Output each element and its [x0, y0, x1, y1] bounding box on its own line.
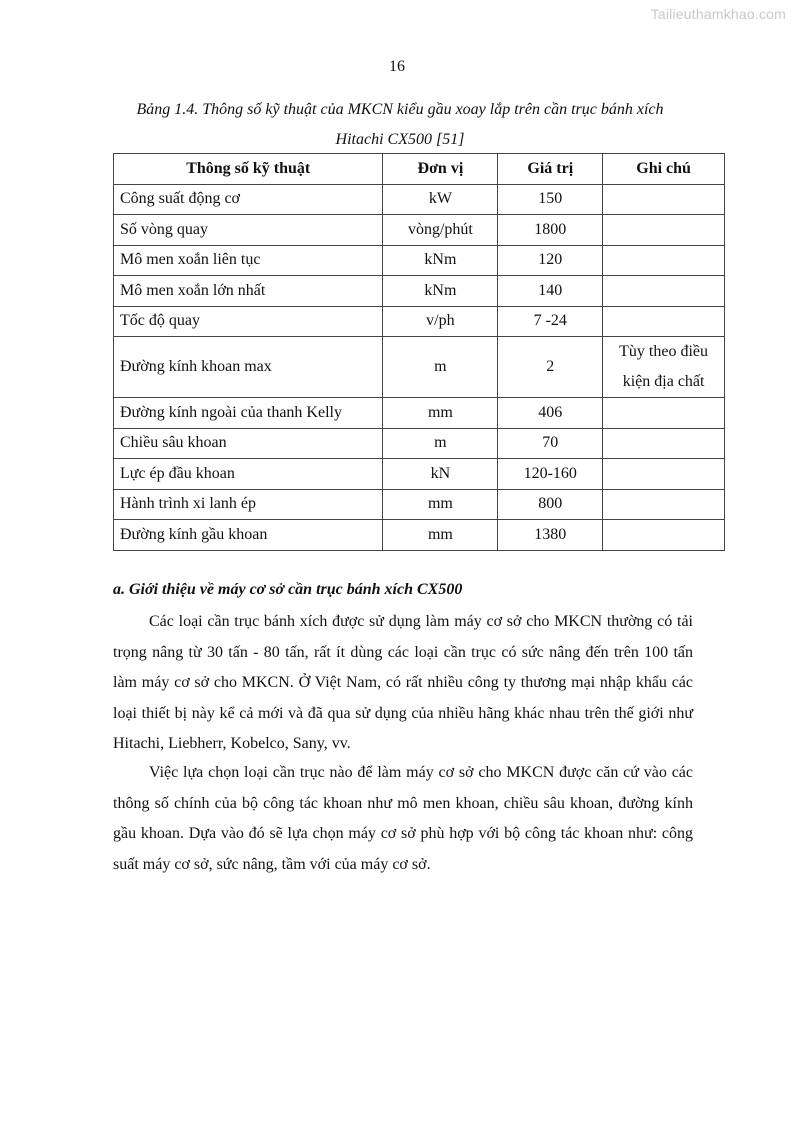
cell-param: Đường kính khoan max — [114, 337, 383, 398]
cell-note — [603, 459, 725, 490]
cell-unit: mm — [383, 520, 498, 551]
cell-unit: kNm — [383, 245, 498, 276]
cell-param: Đường kính ngoài của thanh Kelly — [114, 398, 383, 429]
cell-unit: m — [383, 337, 498, 398]
cell-unit: kN — [383, 459, 498, 490]
cell-note — [603, 306, 725, 337]
table-row — [114, 489, 725, 520]
cell-value: 140 — [498, 276, 603, 307]
cell-unit: kW — [383, 184, 498, 215]
cell-param: Tốc độ quay — [114, 306, 383, 337]
caption-line-2: Hitachi CX500 [51] — [335, 131, 465, 148]
cell-value: 70 — [498, 428, 603, 459]
table-row — [114, 245, 725, 276]
cell-param: Lực ép đầu khoan — [114, 459, 383, 490]
table-row — [114, 459, 725, 490]
header-param: Thông số kỹ thuật — [114, 154, 383, 185]
cell-note — [603, 428, 725, 459]
table-row — [114, 184, 725, 215]
cell-value: 800 — [498, 489, 603, 520]
cell-unit: m — [383, 428, 498, 459]
cell-note — [603, 276, 725, 307]
cell-param: Công suất động cơ — [114, 184, 383, 215]
cell-note — [603, 520, 725, 551]
cell-param: Chiều sâu khoan — [114, 428, 383, 459]
cell-value: 7 -24 — [498, 306, 603, 337]
table-row — [114, 520, 725, 551]
cell-unit: mm — [383, 398, 498, 429]
cell-note — [603, 398, 725, 429]
cell-unit: vòng/phút — [383, 215, 498, 246]
cell-value: 1380 — [498, 520, 603, 551]
cell-note — [603, 489, 725, 520]
cell-param: Hành trình xi lanh ép — [114, 489, 383, 520]
cell-note: Tùy theo điều kiện địa chất — [603, 337, 725, 398]
table-row — [114, 276, 725, 307]
section-title: a. Giới thiệu về máy cơ sở cần trục bánh xích CX500 — [113, 581, 463, 598]
caption-line-1: Bảng 1.4. Thông số kỹ thuật của MKCN kiểu gầu xoay lắp trên cần trục bánh xích — [136, 101, 664, 118]
table-row — [114, 337, 725, 398]
cell-value: 1800 — [498, 215, 603, 246]
cell-value: 406 — [498, 398, 603, 429]
body-paragraph: Việc lựa chọn loại cần trục nào để làm máy cơ sở cho MKCN được căn cứ vào các thông số chính của bộ công tác khoan như mô men khoan, chiều sâu khoan, đường kính gầu khoan. Dựa vào đó sẽ lựa chọn máy cơ sở phù hợp với bộ công tác khoan như: công suất máy cơ sở, sức nâng, tầm với của máy cơ sở. — [113, 764, 693, 873]
cell-value: 2 — [498, 337, 603, 398]
table-row — [114, 215, 725, 246]
header-note: Ghi chú — [603, 154, 725, 185]
cell-note — [603, 184, 725, 215]
cell-note — [603, 245, 725, 276]
cell-value: 150 — [498, 184, 603, 215]
spec-table — [113, 153, 725, 551]
table-header-row — [114, 154, 725, 185]
cell-unit: kNm — [383, 276, 498, 307]
cell-value: 120-160 — [498, 459, 603, 490]
body-paragraph: Các loại cần trục bánh xích được sử dụng làm máy cơ sở cho MKCN thường có tải trọng nâng từ 30 tấn - 80 tấn, rất ít dùng các loại cần trục có sức nâng đến trên 100 tấn làm máy cơ sở cho MKCN. Ở Việt Nam, có rất nhiều công ty thương mại nhập khẩu các loại thiết bị này kể cả mới và đã qua sử dụng của nhiều hãng khác nhau trên thế giới như Hitachi, Liebherr, Kobelco, Sany, vv. — [113, 613, 693, 752]
table-row — [114, 398, 725, 429]
cell-param: Đường kính gầu khoan — [114, 520, 383, 551]
table-row — [114, 306, 725, 337]
cell-param: Mô men xoắn liên tục — [114, 245, 383, 276]
cell-value: 120 — [498, 245, 603, 276]
cell-unit: mm — [383, 489, 498, 520]
header-unit: Đơn vị — [383, 154, 498, 185]
cell-param: Số vòng quay — [114, 215, 383, 246]
cell-unit: v/ph — [383, 306, 498, 337]
table-caption — [100, 95, 700, 155]
page-number: 16 — [389, 58, 405, 75]
header-value: Giá trị — [498, 154, 603, 185]
cell-note — [603, 215, 725, 246]
cell-param: Mô men xoắn lớn nhất — [114, 276, 383, 307]
table-row — [114, 428, 725, 459]
watermark: Tailieuthamkhao.com — [650, 6, 786, 22]
